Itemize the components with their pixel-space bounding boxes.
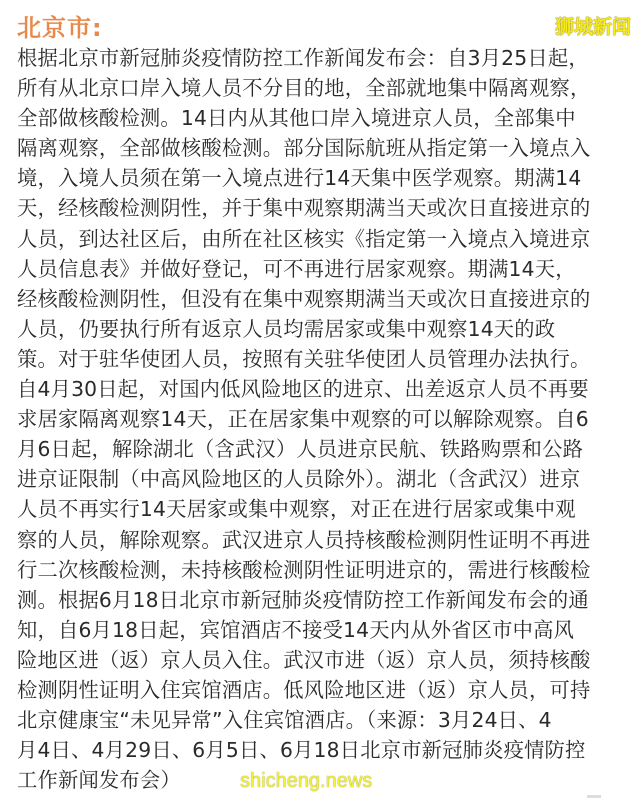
text-line: 求居家隔离观察14天，正在居家集中观察的可以解除观察。自6	[17, 407, 589, 432]
text-line: 月6日起，解除湖北（含武汉）人员进京民航、铁路购票和公路	[17, 437, 584, 462]
text-line: 人员信息表》并做好登记，可不再进行居家观察。期满14天，	[17, 256, 576, 281]
text-line: 进京证限制（中高风险地区的人员除外）。湖北（含武汉）进京	[17, 467, 581, 492]
text-line: 行二次核酸检测，未持核酸检测阴性证明进京的，需进行核酸检	[17, 557, 591, 582]
text-line: 经核酸检测阴性，但没有在集中观察期满当天或次日直接进京的	[17, 286, 591, 311]
text-line: 工作新闻发布会）	[17, 768, 181, 793]
text-line: 境，入境人员须在第一入境点进行14天集中医学观察。期满14	[17, 166, 582, 191]
text-line: 北京健康宝“未见异常”入住宾馆酒店。（来源：3月24日、4	[17, 708, 552, 733]
text-line: 天，经核酸检测阴性，并于集中观察期满当天或次日直接进京的	[17, 196, 591, 221]
text-line: 人员，到达社区后，由所在社区核实《指定第一入境点入境进京	[17, 226, 591, 251]
text-line: 知，自6月18日起，宾馆酒店不接受14天内从外省区市中高风	[17, 617, 575, 642]
text-line: 险地区进（返）京人员入住。武汉市进（返）京人员，须持核酸	[17, 647, 591, 672]
text-line: 检测阴性证明入住宾馆酒店。低风险地区进（返）京人员，可持	[17, 677, 591, 702]
text-line: 根据北京市新冠肺炎疫情防控工作新闻发布会：自3月25日起，	[17, 46, 589, 70]
watermark-url: shicheng.news	[240, 770, 373, 792]
section-heading: 北京市:	[17, 14, 103, 42]
text-line: 察的人员，解除观察。武汉进京人员持核酸检测阴性证明不再进	[17, 527, 591, 552]
text-line: 月4日、4月29日、6月5日、6月18日北京市新冠肺炎疫情防控	[17, 738, 586, 763]
text-line: 隔离观察，全部做核酸检测。部分国际航班从指定第一入境点入	[17, 136, 591, 161]
decorative-mark	[587, 795, 601, 798]
text-line: 全部做核酸检测。14日内从其他口岸入境进京人员，全部集中	[17, 106, 576, 131]
text-line: 人员不再实行14天居家或集中观察，对正在进行居家或集中观	[17, 497, 576, 522]
article-body	[17, 43, 637, 795]
text-line: 人员，仍要执行所有返京人员均需居家或集中观察14天的政	[17, 316, 556, 341]
text-line: 策。对于驻华使团人员，按照有关驻华使团人员管理办法执行。	[17, 346, 591, 371]
watermark-logo: 狮城新闻	[554, 16, 631, 38]
text-line: 测。根据6月18日北京市新冠肺炎疫情防控工作新闻发布会的通	[17, 587, 589, 612]
text-line: 自4月30日起，对国内低风险地区的进京、出差返京人员不再要	[17, 377, 589, 402]
text-line: 所有从北京口岸入境人员不分目的地，全部就地集中隔离观察，	[17, 76, 591, 101]
